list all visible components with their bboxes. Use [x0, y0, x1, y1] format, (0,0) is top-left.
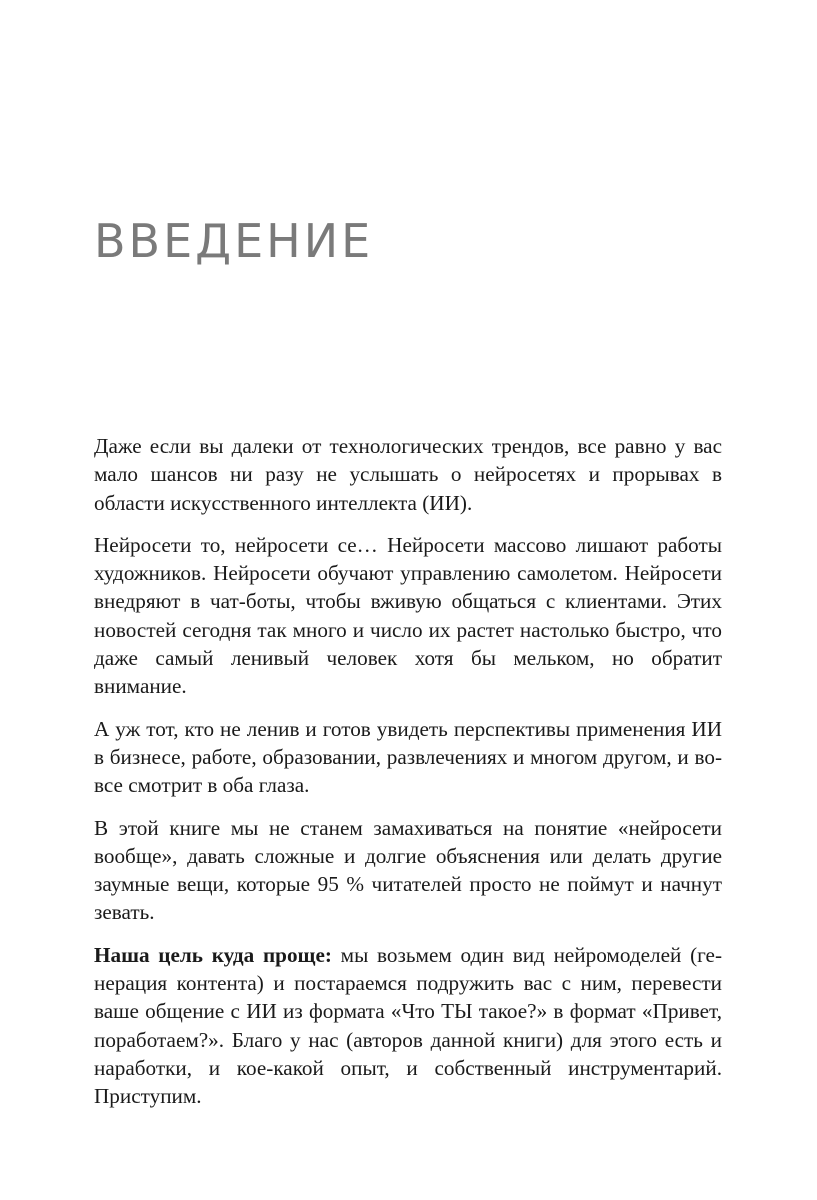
paragraph-2: Нейросети то, нейросети се… Нейросети массово лишают работы художников. Нейросети обучают управлению самолетом. Нейросети внедряют в чат-боты, чтобы вживую общаться с клиентами. Этих новостей сегодня так много и число их растет настолько быстро, что даже самый ленивый человек хотя бы мельком, но обратит внимание.	[94, 532, 722, 699]
chapter-body	[94, 432, 722, 1125]
paragraph-4: В этой книге мы не станем замахиваться на понятие «нейросети вообще», давать сложные и долгие объяснения или делать другие заумные вещи, которые 95 % читателей просто не поймут и начнут зевать.	[94, 815, 722, 925]
paragraph-1: Даже если вы далеки от технологических трендов, все равно у вас мало шансов ни разу не услышать о нейросетях и прорывах в области искусственного интеллекта (ИИ).	[94, 434, 722, 515]
chapter-title: ВВЕДЕНИЕ	[94, 214, 374, 268]
paragraph-5-lead: Наша цель куда проще:	[94, 942, 332, 967]
paragraph-5	[94, 941, 722, 1111]
paragraph-3: А уж тот, кто не ленив и готов увидеть перспективы применения ИИ в бизнесе, работе, образовании, развлечениях и многом другом, и вовсе смотрит в оба глаза.	[94, 716, 722, 798]
paragraph-5-text: мы возьмем один вид нейромоделей (генерация контента) и постараемся подружить вас с ним, перевести ваше общение с ИИ из формата «Что ТЫ такое?» в формат «Привет, поработаем?». Благо у нас (авторов данной книги) для этого есть и наработки, и кое-какой опыт, и собственный инструментарий. Приступим.	[94, 942, 722, 1109]
